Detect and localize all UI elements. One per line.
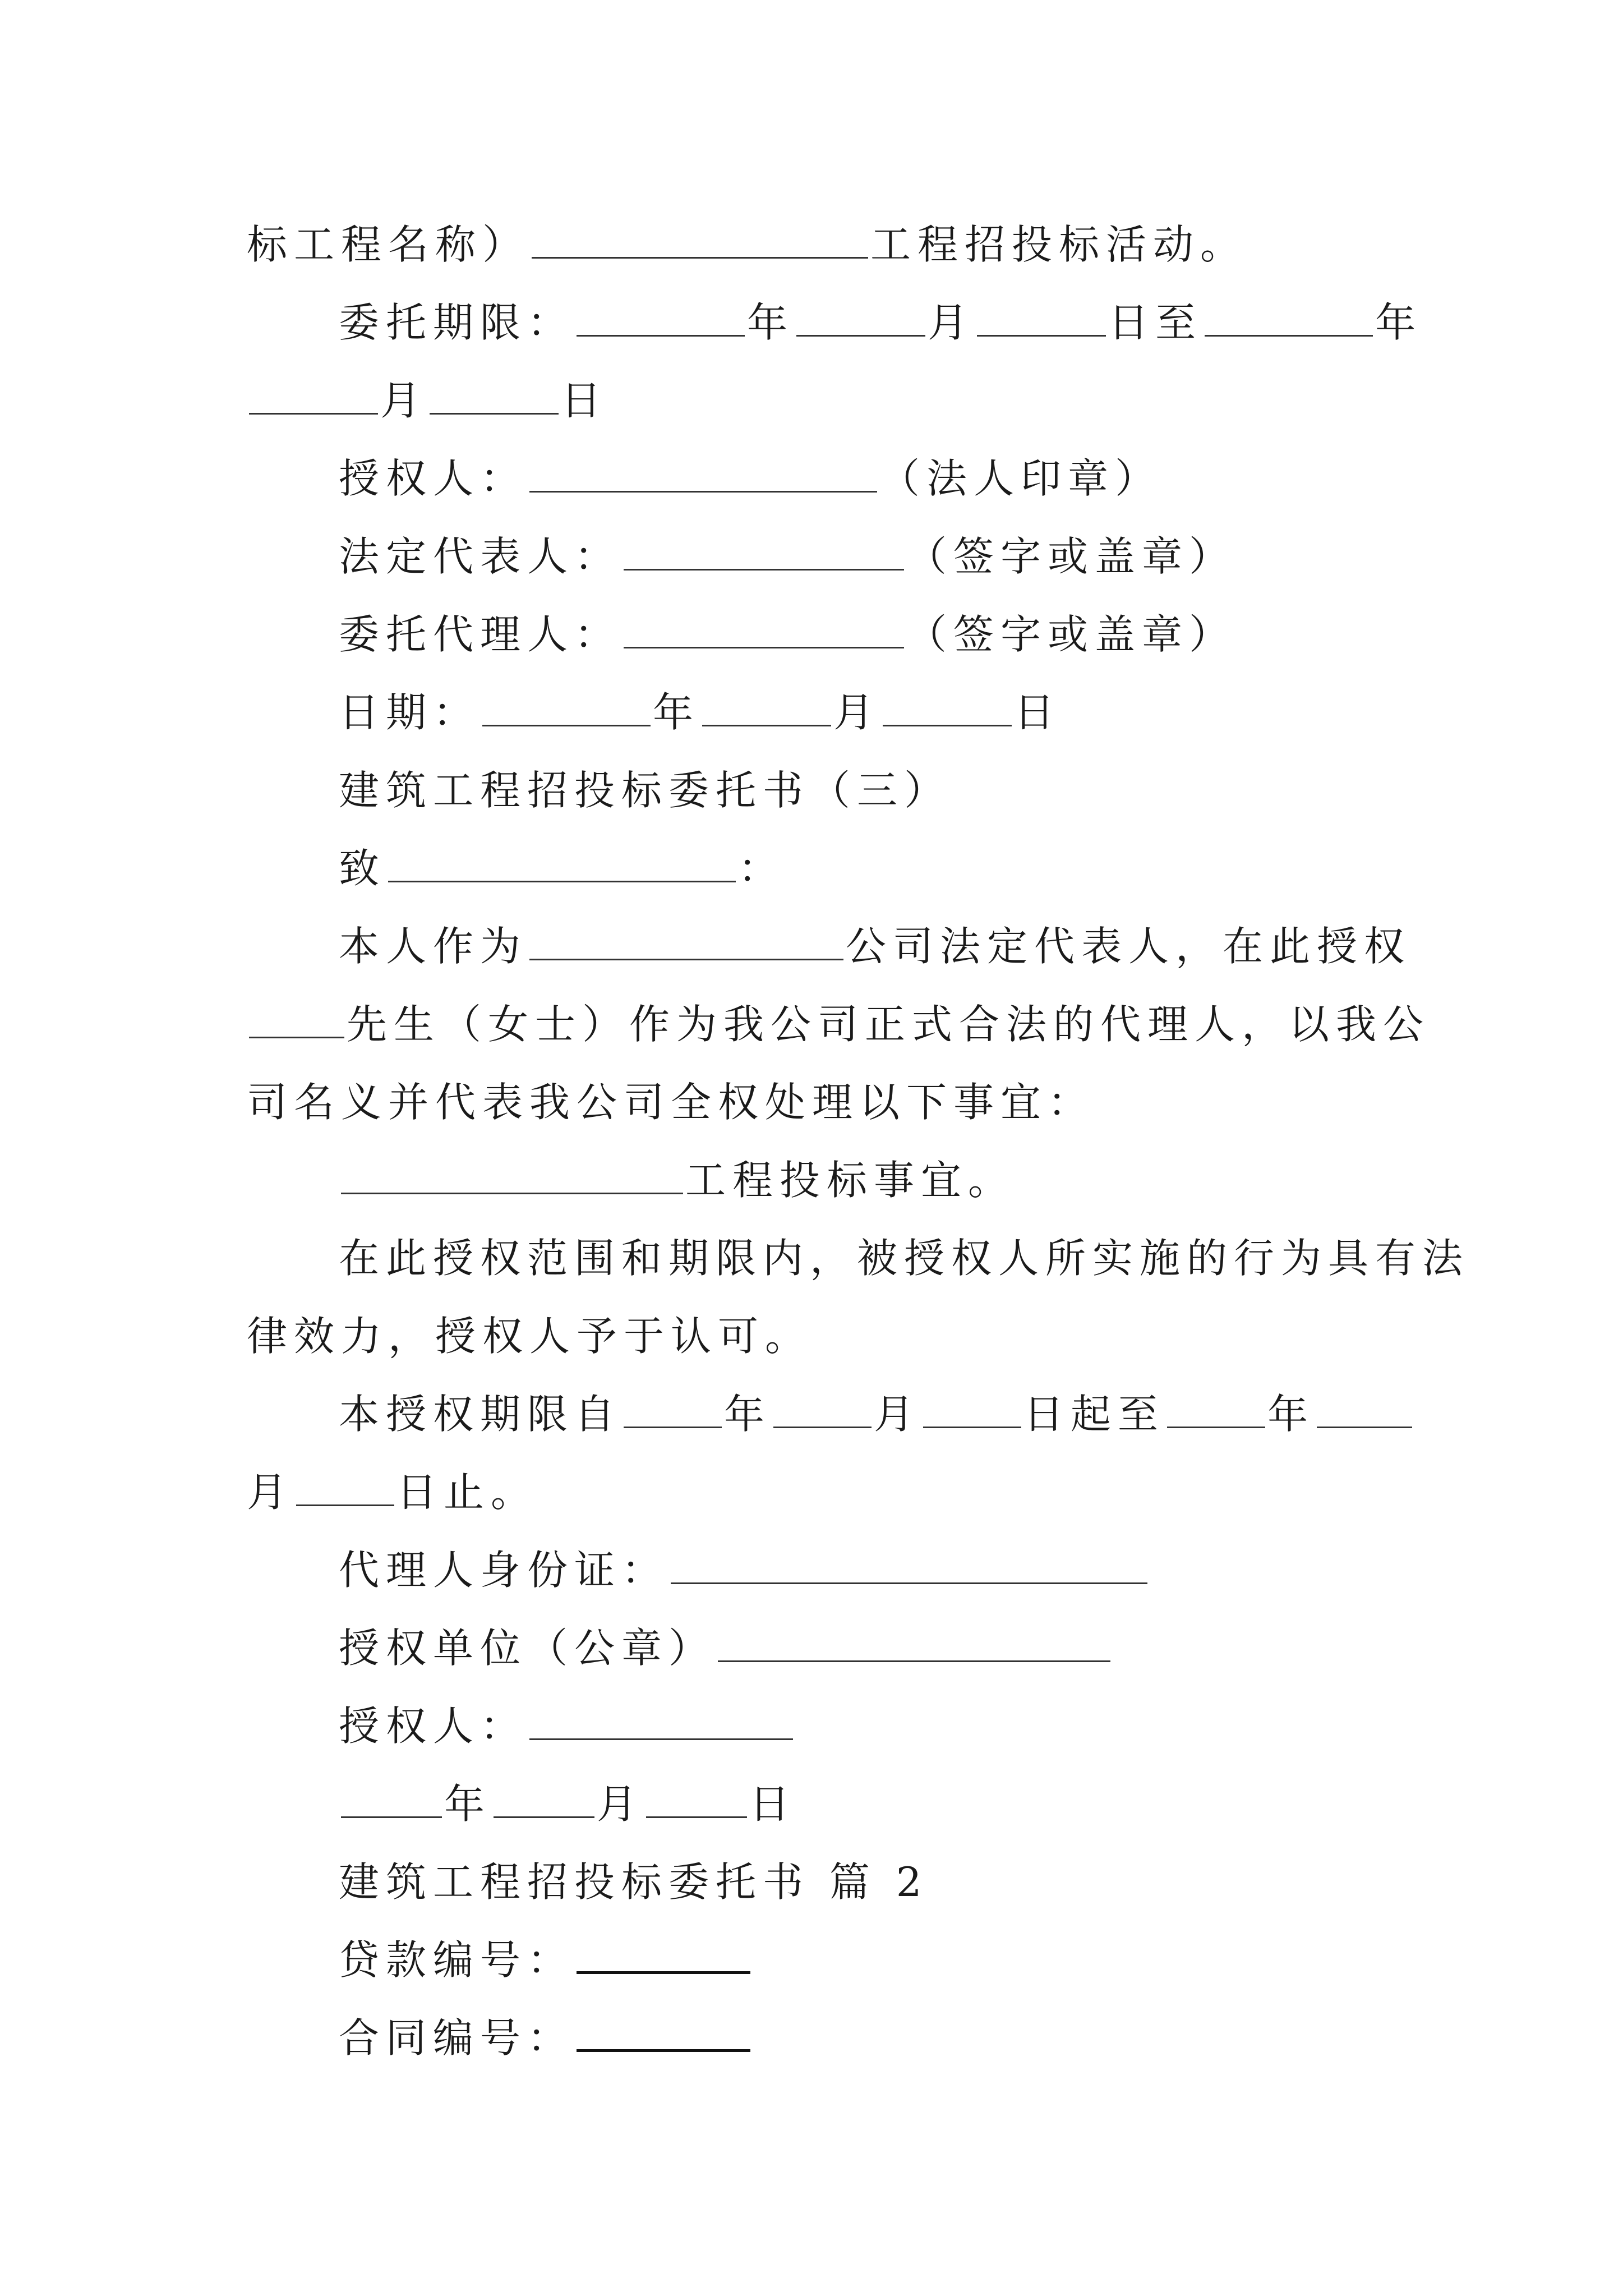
text-line (247, 1063, 1391, 1142)
text-segment: 年 (1267, 1391, 1315, 1438)
fill-blank (296, 1475, 394, 1506)
fill-blank (388, 852, 736, 882)
text-segment: 年 (444, 1780, 492, 1828)
text-segment: 委托代理人： (339, 611, 622, 658)
fill-blank (624, 1397, 722, 1428)
text-segment: 年 (653, 689, 700, 736)
fill-blank (249, 1007, 344, 1038)
text-line (339, 1921, 1391, 1999)
text-line (339, 1687, 1391, 1765)
text-segment: （签字或盖章） (906, 611, 1237, 658)
section-heading (339, 1843, 1391, 1921)
text-segment: 月 (928, 299, 975, 346)
text-segment: 日 (1014, 689, 1062, 736)
text-segment: （法人印章） (879, 455, 1163, 502)
text-segment: 授权人： (339, 1703, 528, 1750)
fill-blank (529, 930, 843, 960)
heading-text: 建筑工程招投标委托书 篇 2 (339, 1858, 929, 1906)
fill-blank (430, 384, 559, 415)
text-segment: 先生（女士）作为我公司正式合法的代理人，以我公 (347, 1001, 1431, 1048)
text-segment: 合同编号： (339, 2014, 575, 2062)
fill-blank (773, 1397, 872, 1428)
fill-blank (1317, 1397, 1412, 1428)
heading-text: 建筑工程招投标委托书（三） (339, 767, 952, 814)
text-segment: 月 (597, 1780, 644, 1828)
fill-blank (702, 696, 831, 726)
text-line (339, 829, 1391, 908)
text-segment: 日至 (1108, 299, 1203, 346)
fill-blank (923, 1397, 1021, 1428)
text-segment: 授权单位（公章） (339, 1625, 716, 1672)
text-segment: 司名义并代表我公司全权处理以下事宜： (247, 1079, 1095, 1126)
text-line (339, 1765, 1391, 1843)
fill-blank (577, 2020, 750, 2052)
fill-blank (341, 1163, 683, 1194)
fill-blank (718, 1631, 1110, 1662)
text-segment: 公司法定代表人，在此授权 (846, 923, 1412, 970)
text-segment: 月 (874, 1391, 921, 1438)
text-line (339, 1609, 1391, 1687)
text-segment: 代理人身份证： (339, 1547, 669, 1594)
fill-blank (249, 384, 378, 415)
text-line (339, 1999, 1391, 2077)
text-line (339, 595, 1391, 674)
text-line (339, 439, 1391, 518)
fill-blank (529, 462, 877, 493)
text-line (247, 205, 1391, 284)
fill-blank (977, 306, 1106, 337)
text-segment: 本授权期限自 (339, 1391, 622, 1438)
text-line (339, 1219, 1470, 1297)
text-line (247, 985, 1431, 1064)
text-segment: 工程投标事宜。 (685, 1157, 1016, 1204)
text-segment: 致 (339, 845, 386, 892)
text-segment: 年 (747, 299, 795, 346)
text-segment: 年 (1375, 299, 1423, 346)
fill-blank (671, 1553, 1147, 1584)
text-segment: 授权人： (339, 455, 528, 502)
text-segment: 标工程名称） (247, 221, 530, 268)
text-segment: 日期： (339, 689, 481, 736)
fill-blank (883, 696, 1012, 726)
fill-blank (624, 618, 904, 648)
text-line (247, 1453, 1391, 1531)
text-segment: 贷款编号： (339, 1936, 575, 1984)
text-segment: 本人作为 (339, 923, 528, 970)
fill-blank (646, 1787, 747, 1818)
text-segment: 法定代表人： (339, 533, 622, 580)
fill-blank (1205, 306, 1373, 337)
fill-blank (577, 1942, 750, 1974)
fill-blank (494, 1787, 594, 1818)
text-line (339, 673, 1391, 752)
text-segment: 年 (724, 1391, 772, 1438)
text-segment: 日 (749, 1780, 797, 1828)
text-line (339, 517, 1391, 596)
text-line (339, 907, 1412, 986)
text-segment: 日起至 (1023, 1391, 1165, 1438)
fill-blank (532, 228, 868, 259)
fill-blank (529, 1709, 793, 1740)
text-line (339, 1375, 1391, 1453)
text-line (339, 283, 1423, 362)
text-line (247, 1297, 1391, 1375)
fill-blank (341, 1787, 442, 1818)
text-segment: 日 (561, 377, 608, 424)
text-segment: 在此授权范围和期限内，被授权人所实施的行为具有法 (339, 1235, 1470, 1282)
fill-blank (796, 306, 925, 337)
text-line (247, 361, 1391, 440)
text-segment: 月 (833, 689, 881, 736)
fill-blank (482, 696, 651, 726)
text-segment: ： (738, 845, 786, 892)
text-line (339, 1141, 1391, 1220)
text-segment: 日止。 (396, 1469, 538, 1516)
text-segment: 律效力，授权人予于认可。 (247, 1313, 813, 1360)
text-segment: 月 (380, 377, 428, 424)
text-segment: 月 (247, 1469, 294, 1516)
text-segment: （签字或盖章） (906, 533, 1237, 580)
fill-blank (577, 306, 745, 337)
text-line (339, 1531, 1391, 1609)
text-segment: 委托期限： (339, 299, 575, 346)
section-heading (339, 751, 1391, 830)
fill-blank (624, 540, 904, 570)
fill-blank (1167, 1397, 1265, 1428)
text-segment: 工程招投标活动。 (870, 221, 1248, 268)
